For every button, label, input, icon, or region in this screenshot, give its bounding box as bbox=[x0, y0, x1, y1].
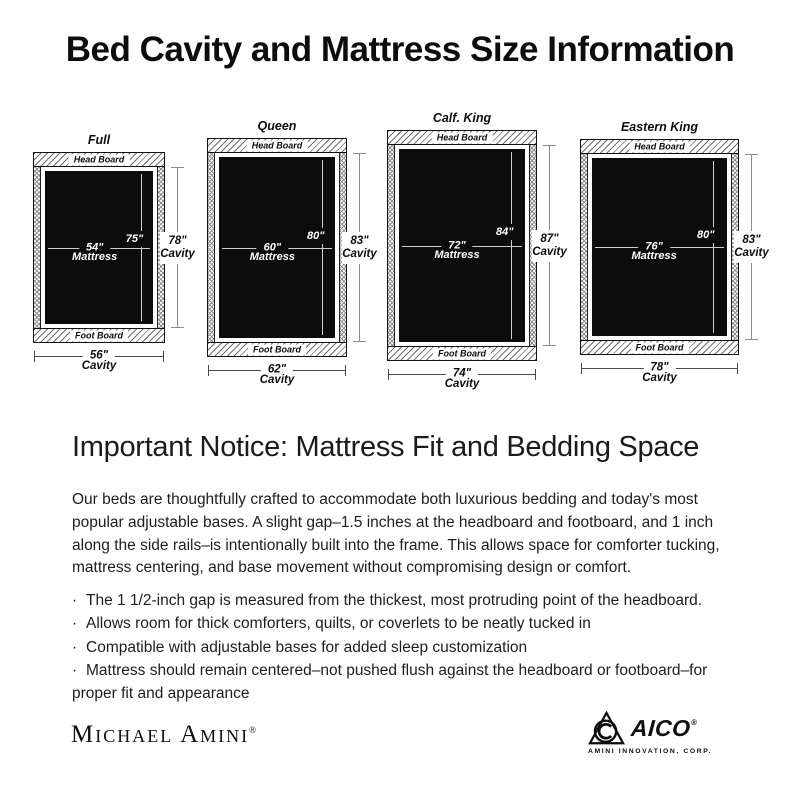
aico-mark-icon bbox=[588, 711, 625, 746]
mattress bbox=[399, 149, 525, 342]
registered-mark-icon: ® bbox=[690, 718, 698, 727]
cavity-height-value: 87" bbox=[540, 232, 559, 245]
cavity-width-value: 74" bbox=[446, 368, 478, 381]
mattress-length-value: 75" bbox=[125, 232, 144, 245]
mattress-label: Mattress bbox=[434, 248, 480, 261]
cavity-width-dimension bbox=[34, 349, 164, 372]
mattress-length-value: 84" bbox=[495, 226, 514, 239]
michael-amini-logo bbox=[71, 721, 256, 749]
cavity-height-label: Cavity bbox=[532, 245, 567, 258]
bullet-icon: · bbox=[72, 592, 78, 609]
cavity-width-label: Cavity bbox=[259, 374, 295, 386]
foot-board bbox=[581, 340, 738, 354]
cavity-height-value: 83" bbox=[742, 234, 761, 246]
foot-board bbox=[34, 328, 164, 342]
cavity-height-label: Cavity bbox=[734, 247, 769, 259]
cavity-height-label: Cavity bbox=[160, 247, 195, 260]
bed-diagram-full bbox=[33, 133, 195, 372]
mattress-width-value: 72" bbox=[441, 239, 472, 252]
bed-frame bbox=[387, 130, 537, 361]
head-board bbox=[388, 131, 536, 145]
bed-frame bbox=[580, 139, 739, 355]
mattress-label: Mattress bbox=[249, 250, 295, 263]
mattress bbox=[219, 157, 335, 338]
cavity-width-label: Cavity bbox=[642, 372, 677, 384]
cavity-height-dimension bbox=[734, 154, 769, 340]
foot-board bbox=[208, 342, 346, 356]
mattress-width-value: 76" bbox=[638, 241, 669, 254]
bed-size-title: Queen bbox=[257, 119, 297, 133]
bed-diagram-calf-king bbox=[387, 111, 567, 390]
list-item bbox=[72, 590, 756, 612]
head-board-label: Head Board bbox=[432, 132, 493, 143]
page-title: Bed Cavity and Mattress Size Information bbox=[65, 30, 735, 69]
mattress-width-value: 54" bbox=[79, 241, 110, 254]
bullet-text: The 1 1/2-inch gap is measured from the thickest, most protruding point of the headboard. bbox=[86, 592, 703, 609]
foot-board bbox=[388, 346, 536, 360]
bed-size-title: Calf. King bbox=[432, 111, 492, 125]
cavity-width-dimension bbox=[388, 367, 536, 390]
mattress bbox=[45, 171, 153, 324]
cavity-width-value: 78" bbox=[643, 362, 675, 375]
mattress-label: Mattress bbox=[72, 250, 118, 263]
cavity-width-value: 62" bbox=[261, 364, 293, 377]
mattress-length-line bbox=[511, 152, 512, 339]
bullet-text: Compatible with adjustable bases for added sleep customization bbox=[86, 638, 528, 656]
registered-mark-icon: ® bbox=[249, 725, 256, 735]
side-rail-left bbox=[34, 167, 41, 328]
bed-size-title: Eastern King bbox=[620, 120, 699, 134]
head-board-label: Head Board bbox=[247, 140, 308, 151]
cavity-height-label: Cavity bbox=[342, 247, 377, 260]
side-rail-left bbox=[208, 153, 215, 342]
aico-name: AICO bbox=[630, 715, 692, 741]
aico-logo bbox=[588, 711, 718, 755]
bed-size-title: Full bbox=[87, 133, 111, 147]
list-item bbox=[72, 613, 756, 635]
foot-board-label: Foot Board bbox=[433, 348, 491, 359]
mattress-length-line bbox=[322, 160, 323, 335]
head-board-label: Head Board bbox=[69, 154, 130, 165]
foot-board-label: Foot Board bbox=[70, 330, 128, 341]
head-board-label: Head Board bbox=[629, 141, 690, 152]
notice-bullet-list bbox=[72, 590, 756, 706]
mattress-length-line bbox=[713, 161, 714, 333]
brand-name: Michael Amini bbox=[71, 721, 250, 748]
mattress-length-value: 80" bbox=[697, 229, 715, 242]
foot-board-label: Foot Board bbox=[248, 344, 306, 355]
notice-heading: Important Notice: Mattress Fit and Bedding Space bbox=[72, 431, 700, 463]
cavity-width-label: Cavity bbox=[81, 360, 117, 372]
mattress-length-line bbox=[141, 174, 142, 321]
cavity-height-value: 78" bbox=[168, 234, 187, 247]
cavity-height-dimension bbox=[342, 153, 377, 342]
bed-diagram-queen bbox=[207, 119, 377, 386]
head-board bbox=[34, 153, 164, 167]
side-rail-left bbox=[388, 145, 395, 346]
bed-frame bbox=[207, 138, 347, 357]
bullet-text: Mattress should remain centered–not pushed flush against the headboard or footboard–for proper fit and appearance bbox=[72, 662, 708, 702]
cavity-height-dimension bbox=[532, 145, 567, 346]
bed-frame bbox=[33, 152, 165, 343]
cavity-width-label: Cavity bbox=[444, 378, 480, 390]
cavity-height-dimension bbox=[160, 167, 195, 328]
notice-paragraph: Our beds are thoughtfully crafted to accommodate both luxurious bedding and today's most popular adjustable bases. A slight gap–1.5 inches at the headboard and footboard, and 1 inch along the side rails–is intentionally built into the frame. This allows space for comforter tucking, mattress centering, and base movement without compromising design or comfort. bbox=[72, 491, 720, 577]
mattress-length-value: 80" bbox=[306, 229, 325, 242]
aico-subtitle: AMINI INNOVATION, CORP. bbox=[588, 748, 713, 755]
bed-diagram-eastern-king bbox=[580, 120, 769, 384]
mattress-label: Mattress bbox=[631, 250, 677, 262]
cavity-width-dimension bbox=[208, 363, 346, 386]
list-item bbox=[72, 637, 756, 659]
head-board bbox=[208, 139, 346, 153]
bullet-text: Allows room for thick comforters, quilts, or coverlets to be neatly tucked in bbox=[86, 615, 591, 633]
mattress-width-value: 60" bbox=[257, 241, 288, 254]
mattress bbox=[592, 158, 727, 336]
side-rail-left bbox=[581, 154, 588, 340]
cavity-width-value: 56" bbox=[83, 350, 115, 363]
bullet-icon: · bbox=[72, 638, 78, 656]
bullet-icon: · bbox=[72, 615, 78, 633]
list-item bbox=[72, 660, 756, 705]
head-board bbox=[581, 140, 738, 154]
cavity-height-value: 83" bbox=[350, 234, 369, 247]
cavity-width-dimension bbox=[581, 361, 738, 384]
bullet-icon: · bbox=[72, 662, 78, 680]
foot-board-label: Foot Board bbox=[631, 342, 689, 353]
